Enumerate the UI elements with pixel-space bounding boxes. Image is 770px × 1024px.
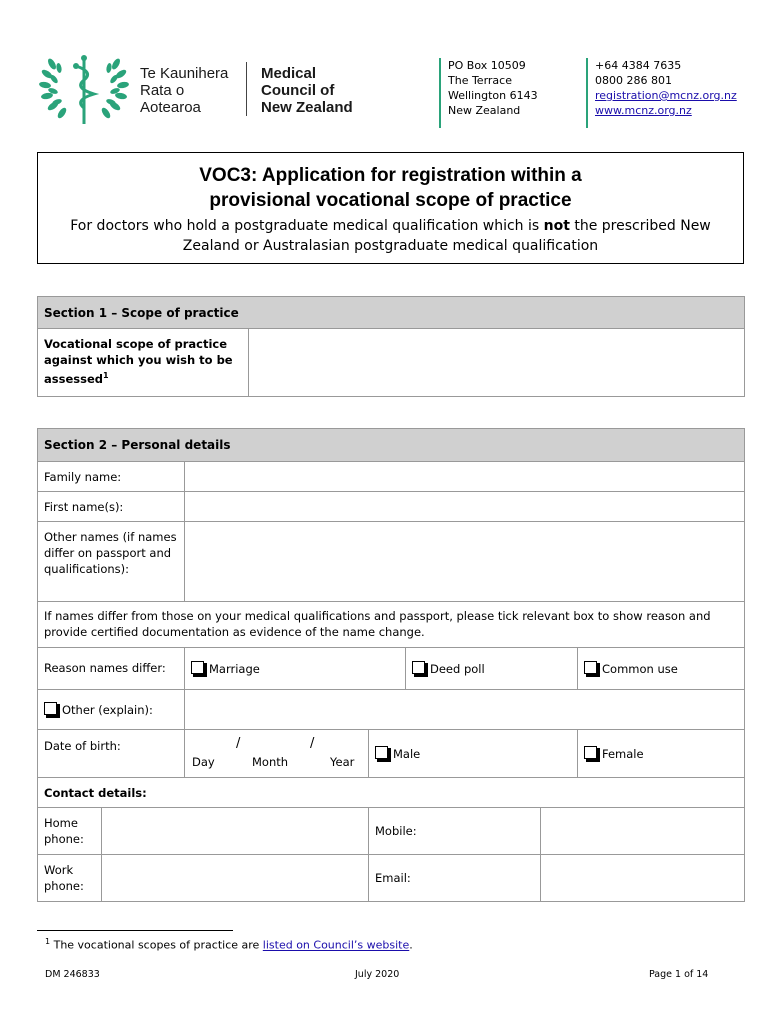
other-names-input[interactable] [185, 522, 745, 602]
section2-table [37, 428, 745, 902]
female-checkbox[interactable] [584, 746, 597, 759]
form-title [38, 153, 743, 213]
council-name-line: Medical [261, 65, 317, 82]
subtitle-text: the prescribed New Zealand or Australasian postgraduate medical qualification [182, 218, 711, 254]
scopes-website-link[interactable]: listed on Council’s website [262, 938, 410, 952]
footnote-divider [37, 930, 233, 931]
option-label: Marriage [209, 661, 260, 676]
contact-info [595, 58, 737, 118]
address-line: PO Box 10509 [448, 59, 526, 72]
deed-poll-checkbox[interactable] [412, 661, 425, 674]
reason-deed-poll-option[interactable] [406, 648, 578, 690]
mobile-input[interactable] [541, 808, 745, 855]
council-name [261, 65, 353, 116]
section1-table [37, 296, 745, 397]
footnote-text: The vocational scopes of practice are [53, 938, 263, 952]
option-label: Male [393, 746, 421, 761]
council-crest-logo [38, 52, 130, 126]
sex-male-option[interactable] [369, 730, 578, 778]
scope-label [38, 329, 249, 397]
maori-name-line: Te Kaunihera [140, 65, 229, 82]
dob-separator: / [310, 736, 315, 751]
family-name-label: Family name: [38, 462, 185, 492]
option-label: Common use [602, 661, 678, 676]
mobile-label: Mobile: [369, 808, 541, 855]
family-name-input[interactable] [185, 462, 745, 492]
form-subtitle [38, 216, 743, 256]
dob-year-label: Year [330, 755, 355, 769]
phone-number: +64 4384 7635 [595, 59, 682, 72]
maori-name-line: Aotearoa [140, 99, 201, 116]
dob-separator: / [236, 736, 241, 751]
dob-month-label: Month [252, 755, 289, 769]
footnote-mark: 1 [45, 937, 51, 946]
email-input[interactable] [541, 855, 745, 902]
option-label: Deed poll [430, 661, 485, 676]
maori-council-name [140, 65, 228, 116]
title-line: provisional vocational scope of practice [209, 190, 572, 211]
sex-female-option[interactable] [578, 730, 745, 778]
document-id: DM 246833 [45, 969, 100, 980]
home-phone-input[interactable] [102, 808, 369, 855]
address-line: The Terrace [448, 74, 512, 87]
reason-common-use-option[interactable] [578, 648, 745, 690]
subtitle-emphasis: not [543, 218, 570, 234]
page-number: Page 1 of 14 [649, 969, 709, 980]
dob-input[interactable] [185, 730, 369, 778]
address-line: New Zealand [448, 104, 521, 117]
footnote-ref: 1 [102, 371, 109, 380]
dob-day-label: Day [192, 755, 215, 769]
option-label: Female [602, 746, 644, 761]
freephone-number: 0800 286 801 [595, 74, 672, 87]
website-link[interactable]: www.mcnz.org.nz [595, 104, 692, 117]
marriage-checkbox[interactable] [191, 661, 204, 674]
other-explain-option[interactable] [38, 690, 185, 730]
contact-divider [586, 58, 588, 128]
names-differ-note: If names differ from those on your medical qualifications and passport, please tick relevant box to show reason and provide certified documentation as evidence of the name change. [38, 602, 745, 648]
council-name-line: New Zealand [261, 99, 353, 116]
address-divider [439, 58, 441, 128]
contact-details-heading: Contact details: [38, 778, 745, 808]
postal-address [448, 58, 538, 118]
footnote [45, 937, 413, 952]
section2-heading: Section 2 – Personal details [38, 429, 745, 462]
footnote-end: . [409, 938, 413, 952]
form-title-box [37, 152, 744, 264]
logo-divider [246, 62, 247, 116]
home-phone-label: Home phone: [38, 808, 102, 855]
reason-label: Reason names differ: [38, 648, 185, 690]
common-use-checkbox[interactable] [584, 661, 597, 674]
male-checkbox[interactable] [375, 746, 388, 759]
option-label: Other (explain): [62, 702, 153, 717]
other-explain-input[interactable] [185, 690, 745, 730]
other-checkbox[interactable] [44, 702, 57, 715]
work-phone-label: Work phone: [38, 855, 102, 902]
scope-input[interactable] [249, 329, 745, 397]
maori-name-line: Rata o [140, 82, 185, 99]
other-names-label: Other names (if names differ on passport and qualifications): [38, 522, 185, 602]
scope-label-text: Vocational scope of practice against which you wish to be assessed [44, 337, 233, 386]
email-link[interactable]: registration@mcnz.org.nz [595, 89, 737, 102]
section1-heading: Section 1 – Scope of practice [38, 297, 745, 329]
subtitle-text: For doctors who hold a postgraduate medical qualification which is [70, 218, 544, 234]
title-line: VOC3: Application for registration within a [199, 165, 582, 186]
first-names-input[interactable] [185, 492, 745, 522]
address-line: Wellington 6143 [448, 89, 538, 102]
document-date: July 2020 [355, 969, 400, 980]
email-label: Email: [369, 855, 541, 902]
reason-marriage-option[interactable] [185, 648, 406, 690]
council-name-line: Council of [261, 82, 335, 99]
first-names-label: First name(s): [38, 492, 185, 522]
dob-label: Date of birth: [38, 730, 185, 778]
work-phone-input[interactable] [102, 855, 369, 902]
